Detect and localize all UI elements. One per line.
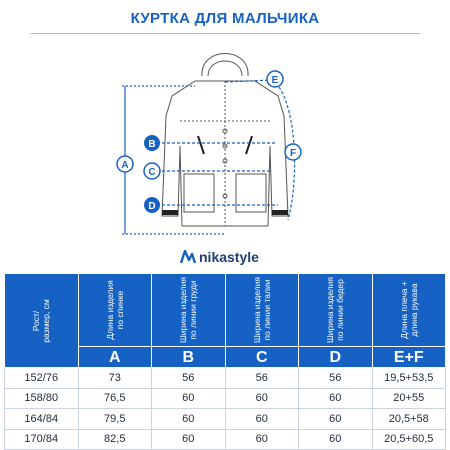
table-row: 164/84 79,5 60 60 60 20,5+58 xyxy=(5,409,446,430)
svg-text:B: B xyxy=(148,139,156,150)
col-letter-a: A xyxy=(78,347,152,368)
marker-c xyxy=(144,163,160,179)
marker-d xyxy=(144,197,160,213)
brand-mark-icon xyxy=(180,250,196,264)
marker-e xyxy=(267,71,283,87)
svg-text:E: E xyxy=(271,75,279,86)
svg-text:C: C xyxy=(148,167,156,178)
brand-name: nikastyle xyxy=(199,249,259,265)
col-header-d: Ширина изделия по линии бедер xyxy=(299,274,373,347)
col-header-b: Ширина изделия по линии груди xyxy=(152,274,226,347)
svg-text:A: A xyxy=(121,160,129,171)
size-header-line2: размер, см xyxy=(41,298,52,343)
col-letter-b: B xyxy=(152,347,226,368)
size-header-line1: Рост/ xyxy=(31,310,42,331)
svg-text:F: F xyxy=(289,148,297,159)
table-row: 152/76 73 56 56 56 19,5+53,5 xyxy=(5,368,446,389)
col-letter-c: C xyxy=(225,347,299,368)
brand-logo xyxy=(180,249,259,265)
col-header-a: Длина изделия по спинке xyxy=(78,274,152,347)
size-header xyxy=(5,274,79,368)
left-cuff xyxy=(162,210,178,215)
marker-f xyxy=(285,144,301,160)
table-row: 170/84 82,5 60 60 60 20,5+60,5 xyxy=(5,429,446,450)
jacket-diagram xyxy=(100,36,350,244)
svg-text:D: D xyxy=(148,201,156,212)
right-cuff xyxy=(272,210,288,215)
page-title: КУРТКА ДЛЯ МАЛЬЧИКА xyxy=(130,10,320,27)
marker-b xyxy=(144,135,160,151)
col-letter-ef: E+F xyxy=(372,347,446,368)
hood xyxy=(202,54,248,77)
col-letter-d: D xyxy=(299,347,373,368)
col-header-c: Ширина изделия по линии талии xyxy=(225,274,299,347)
title-divider xyxy=(30,33,420,34)
table-row: 158/80 76,5 60 60 60 20+55 xyxy=(5,388,446,409)
right-pocket xyxy=(236,174,266,212)
left-pocket xyxy=(184,174,214,212)
size-table xyxy=(4,273,446,450)
col-header-ef: Длина плеча + длина рукава xyxy=(372,274,446,347)
marker-a xyxy=(117,156,133,172)
